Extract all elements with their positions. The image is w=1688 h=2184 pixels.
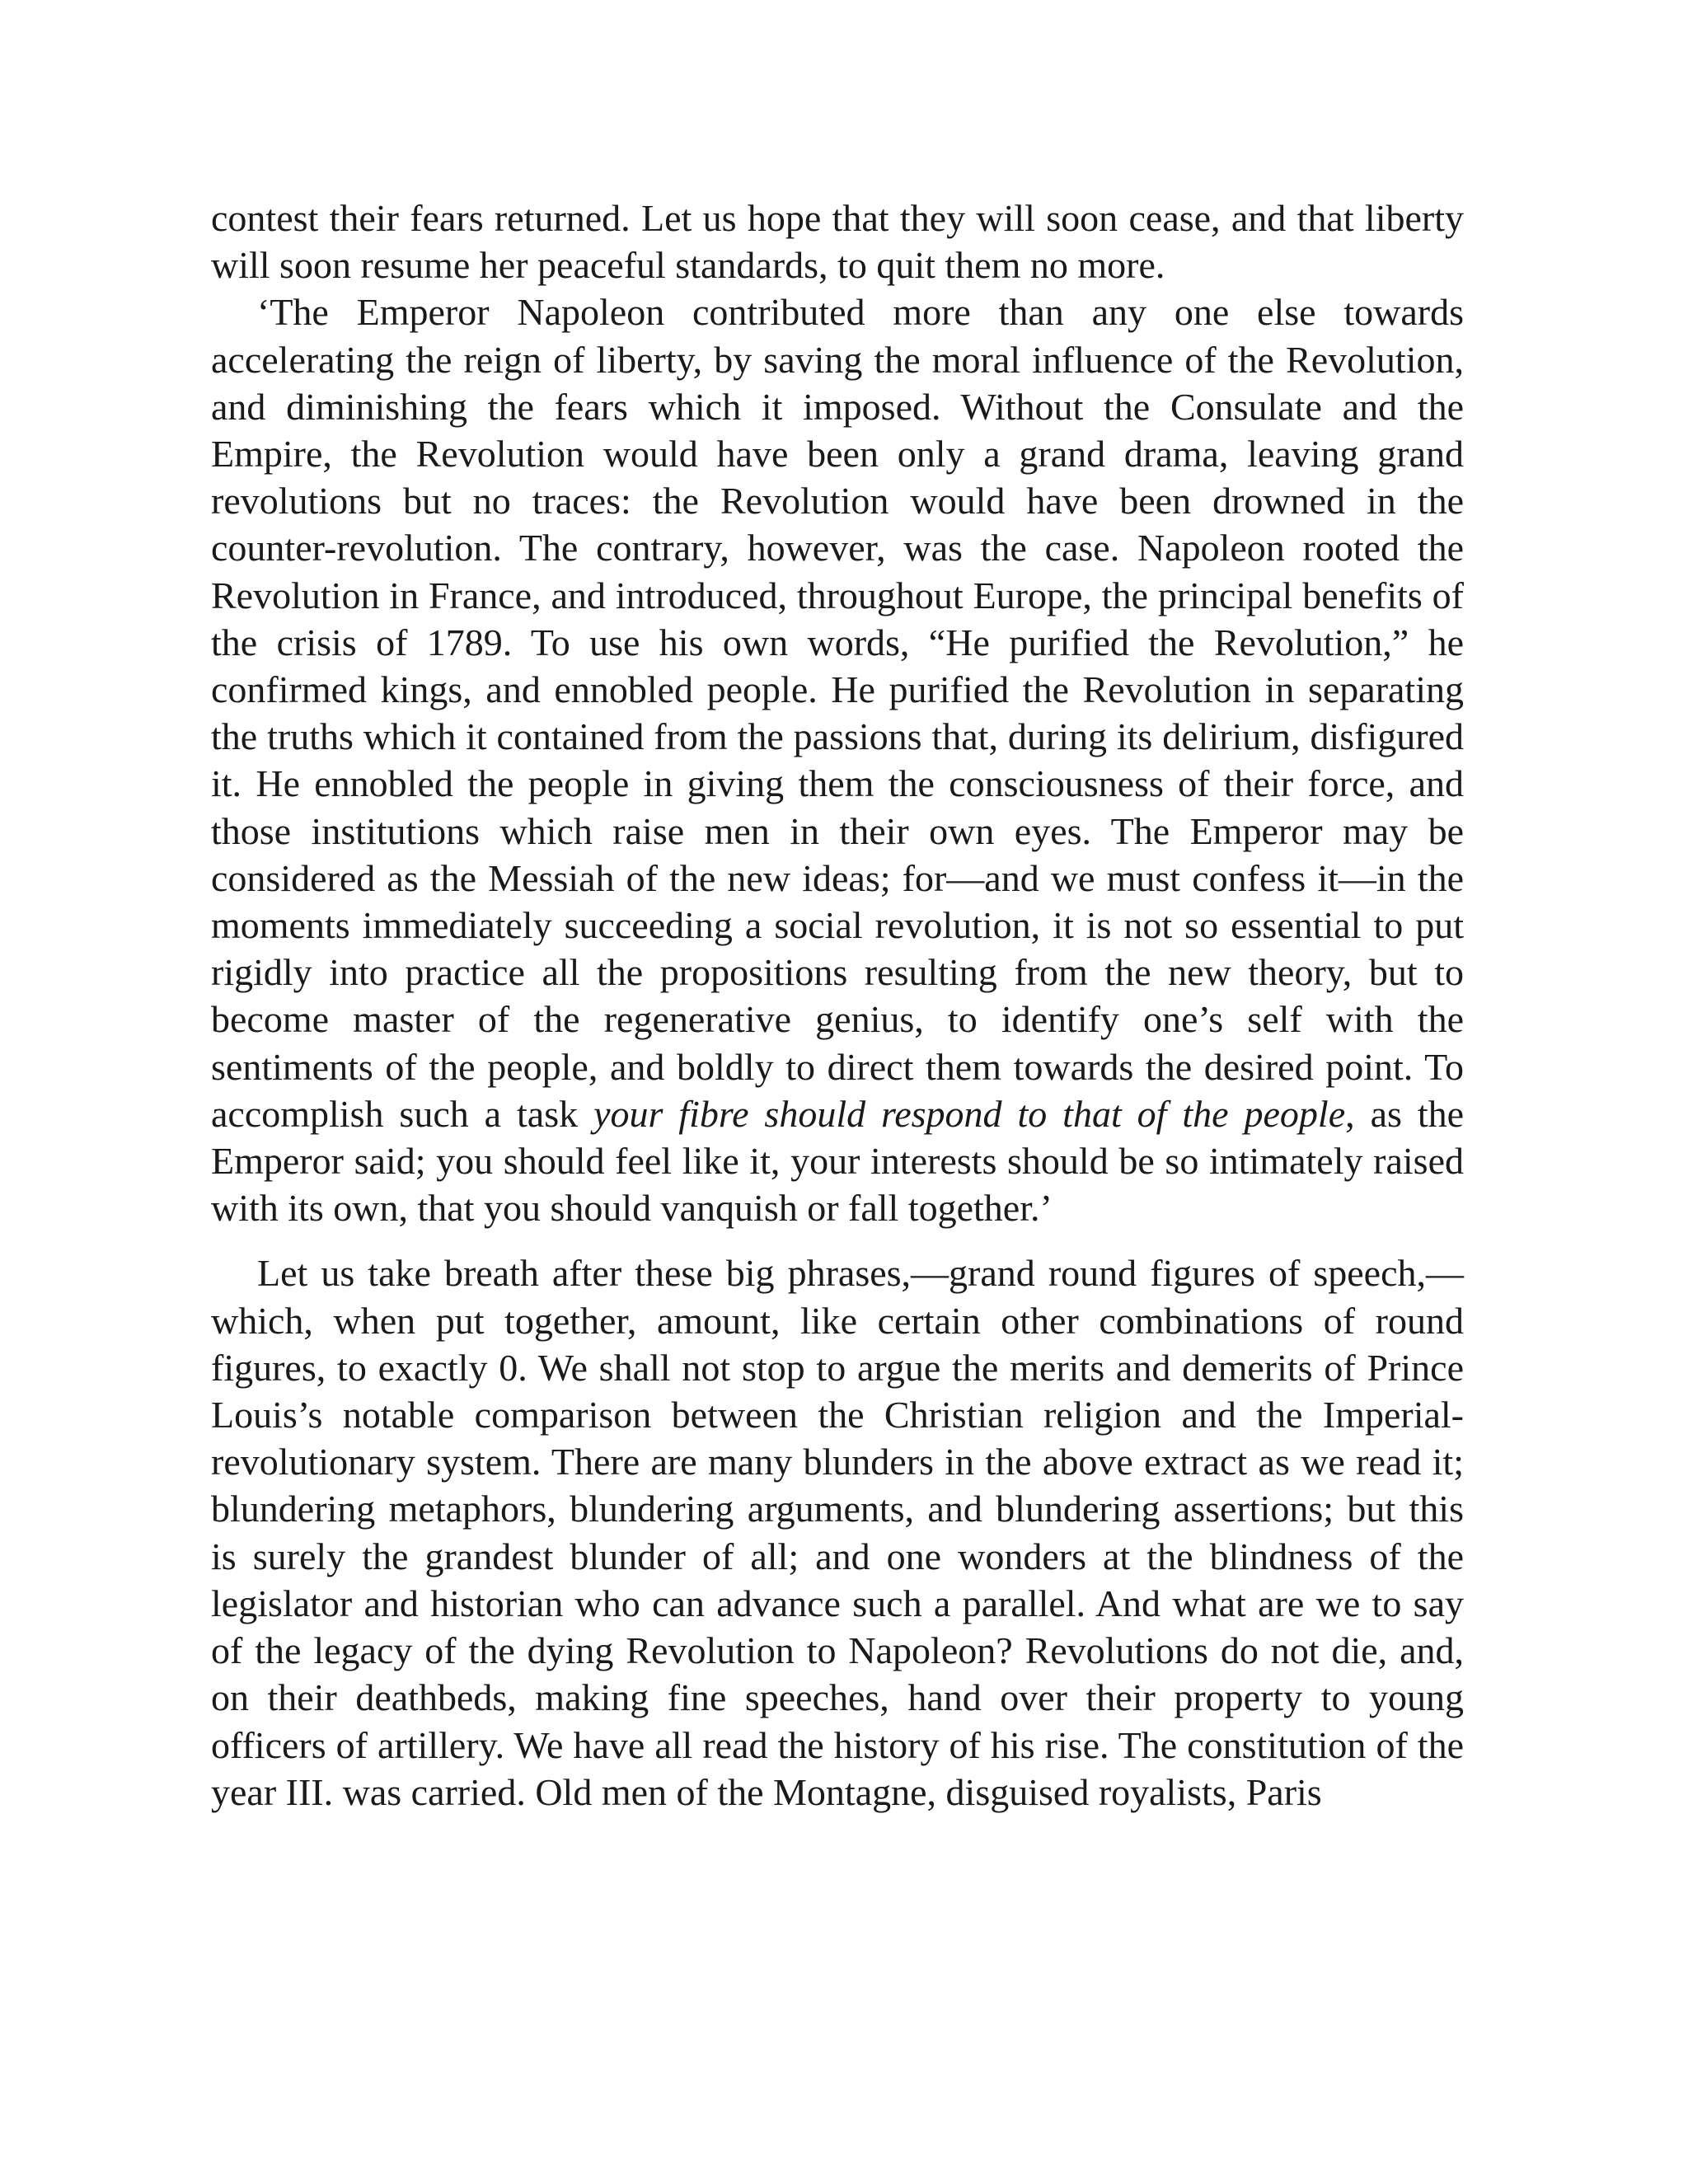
quote-text-end: , as the Emperor said; you should feel like it, your interests should be so intimately raised with its own, that you should vanquish or fall together.’ bbox=[211, 1092, 1465, 1230]
paragraph-continuation: contest their fears returned. Let us hope that they will soon cease, and that liberty will soon resume her peaceful standards, to quit them no more. bbox=[211, 197, 1464, 287]
page-body bbox=[211, 194, 1464, 1816]
quote-text-start: ‘The Emperor Napoleon contributed more than any one else towards accelerating the reign of liberty, by saving the moral influence of the Revolution, and diminishing the fears which it imposed. Without the Consulate and the Empire, the Revolution would have been only a grand drama, leaving grand revolutions but no traces: the Revolution would have been drowned in the counter-revolution. The contrary, however, was the case. Napoleon rooted the Revolution in France, and introduced, throughout Europe, the principal benefits of the crisis of 1789. To use his own words, “He purified the Revolution,” he confirmed kings, and ennobled people. He purified the Revolution in separating the truths which it contained from the passions that, during its delirium, disfigured it. He ennobled the people in giving them the consciousness of their force, and those institutions which raise men in their own eyes. The Emperor may be considered as the Messiah of the new ideas; for—and we must confess it—in the moments immediately succeeding a social revolution, it is not so essential to put rigidly into practice all the propositions resulting from the new theory, but to become master of the regenerative genius, to identify one’s self with the sentiments of the people, and boldly to direct them towards the desired point. To accomplish such a task bbox=[211, 291, 1464, 1135]
paragraph-commentary: Let us take breath after these big phrases,—grand round figures of speech,—which, when put together, amount, like certain other combinations of round figures, to exactly 0. We shall not stop to argue the merits and demerits of Prince Louis’s notable comparison between the Christian religion and the Imperial-revolutionary system. There are many blunders in the above extract as we read it; blundering metaphors, blundering arguments, and blundering assertions; but this is surely the grandest blunder of all; and one wonders at the blindness of the legislator and historian who can advance such a parallel. And what are we to say of the legacy of the dying Revolution to Napoleon? Revolutions do not die, and, on their deathbeds, making fine speeches, hand over their property to young officers of artillery. We have all read the history of his rise. The constitution of the year III. was carried. Old men of the Montagne, disguised royalists, Paris bbox=[211, 1252, 1464, 1813]
quote-italic-phrase: your fibre should respond to that of the people bbox=[593, 1092, 1346, 1135]
paragraph-napoleon-quote bbox=[211, 288, 1464, 1231]
